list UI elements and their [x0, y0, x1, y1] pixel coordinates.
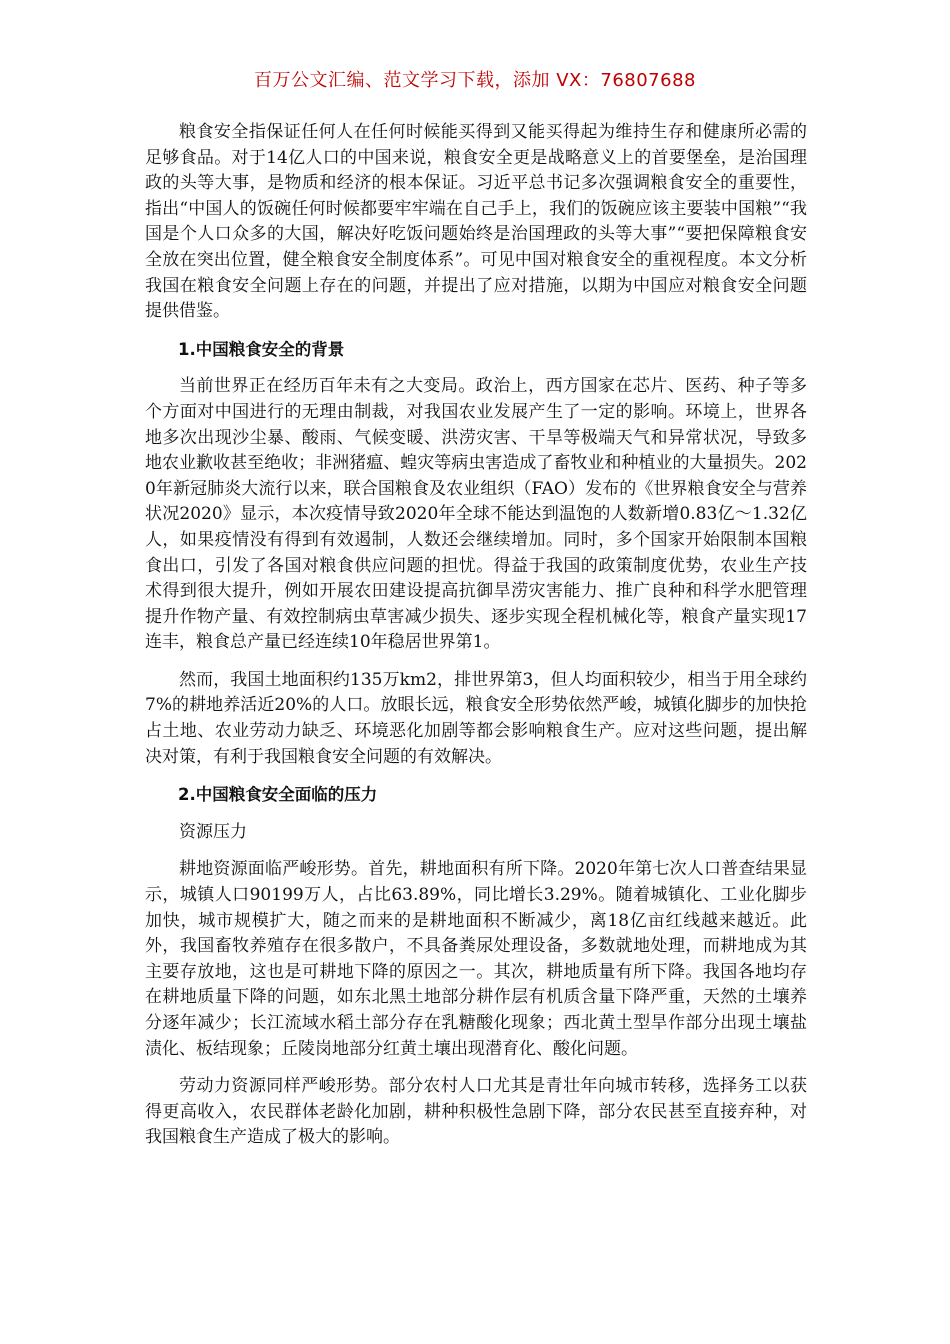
- document-body: [145, 120, 807, 1163]
- intro-paragraph: 粮食安全指保证任何人在任何时候能买得到又能买得起为维持生存和健康所必需的足够食品。对于14亿人口的中国来说，粮食安全更是战略意义上的首要堡垒，是治国理政的头等大事，是物质和经济的根本保证。习近平总书记多次强调粮食安全的重要性，指出“中国人的饭碗任何时候都要牢牢端在自己手上，我们的饭碗应该主要装中国粮”“我国是个人口众多的大国，解决好吃饭问题始终是治国理政的头等大事”“要把保障粮食安全放在突出位置，健全粮食安全制度体系”。可见中国对粮食安全的重视程度。本文分析我国在粮食安全问题上存在的问题，并提出了应对措施，以期为中国应对粮食安全问题提供借鉴。: [145, 122, 807, 322]
- section-2-paragraph-2: 劳动力资源同样严峻形势。部分农村人口尤其是青壮年向城市转移，选择务工以获得更高收入，农民群体老龄化加剧，耕种积极性急剧下降，部分农民甚至直接弃种，对我国粮食生产造成了极大的影响。: [145, 1076, 807, 1148]
- section-2-subheading: 资源压力: [179, 821, 247, 842]
- header-banner: 百万公文汇编、范文学习下载，添加 VX：76807688: [254, 70, 696, 91]
- section-1-heading: 1.中国粮食安全的背景: [178, 339, 345, 359]
- section-2-heading: 2.中国粮食安全面临的压力: [178, 785, 378, 805]
- section-2-paragraph-1: 耕地资源面临严峻形势。首先，耕地面积有所下降。2020年第七次人口普查结果显示，城镇人口90199万人，占比63.89%，同比增长3.29%。随着城镇化、工业化脚步加快，城市规模扩大，随之而来的是耕地面积不断减少，离18亿亩红线越来越近。此外，我国畜牧养殖存在很多散户，不具备粪尿处理设备，多数就地处理，而耕地成为其主要存放地，这也是可耕地下降的原因之一。其次，耕地质量有所下降。我国各地均存在耕地质量下降的问题，如东北黑土地部分耕作层有机质含量下降严重，天然的土壤养分逐年减少；长江流域水稻土部分存在乳糖酸化现象；西北黄土型旱作部分出现土壤盐渍化、板结现象；丘陵岗地部分红黄土壤出现潜育化、酸化问题。: [145, 859, 807, 1059]
- section-1-paragraph-1: 当前世界正在经历百年未有之大变局。政治上，西方国家在芯片、医药、种子等多个方面对中国进行的无理由制裁，对我国农业发展产生了一定的影响。环境上，世界各地多次出现沙尘暴、酸雨、气候变暖、洪涝灾害、干旱等极端天气和异常状况，导致多地农业歉收甚至绝收；非洲猪瘟、蝗灾等病虫害造成了畜牧业和种植业的大量损失。2020年新冠肺炎大流行以来，联合国粮食及农业组织（FAO）发布的《世界粮食安全与营养状况2020》显示，本次疫情导致2020年全球不能达到温饱的人数新增0.83亿～1.32亿人，如果疫情没有得到有效遏制，人数还会继续增加。同时，多个国家开始限制本国粮食出口，引发了各国对粮食供应问题的担忧。得益于我国的政策制度优势，农业生产技术得到很大提升，例如开展农田建设提高抗御旱涝灾害能力、推广良种和科学水肥管理提升作物产量、有效控制病虫草害减少损失、逐步实现全程机械化等，粮食产量实现17连丰，粮食总产量已经连续10年稳居世界第1。: [145, 376, 807, 653]
- section-1-paragraph-2: 然而，我国土地面积约135万km2，排世界第3，但人均面积较少，相当于用全球约7%的耕地养活近20%的人口。放眼长远，粮食安全形势依然严峻，城镇化脚步的加快抢占土地、农业劳动力缺乏、环境恶化加剧等都会影响粮食生产。应对这些问题，提出解决对策，有利于我国粮食安全问题的有效解决。: [145, 669, 807, 767]
